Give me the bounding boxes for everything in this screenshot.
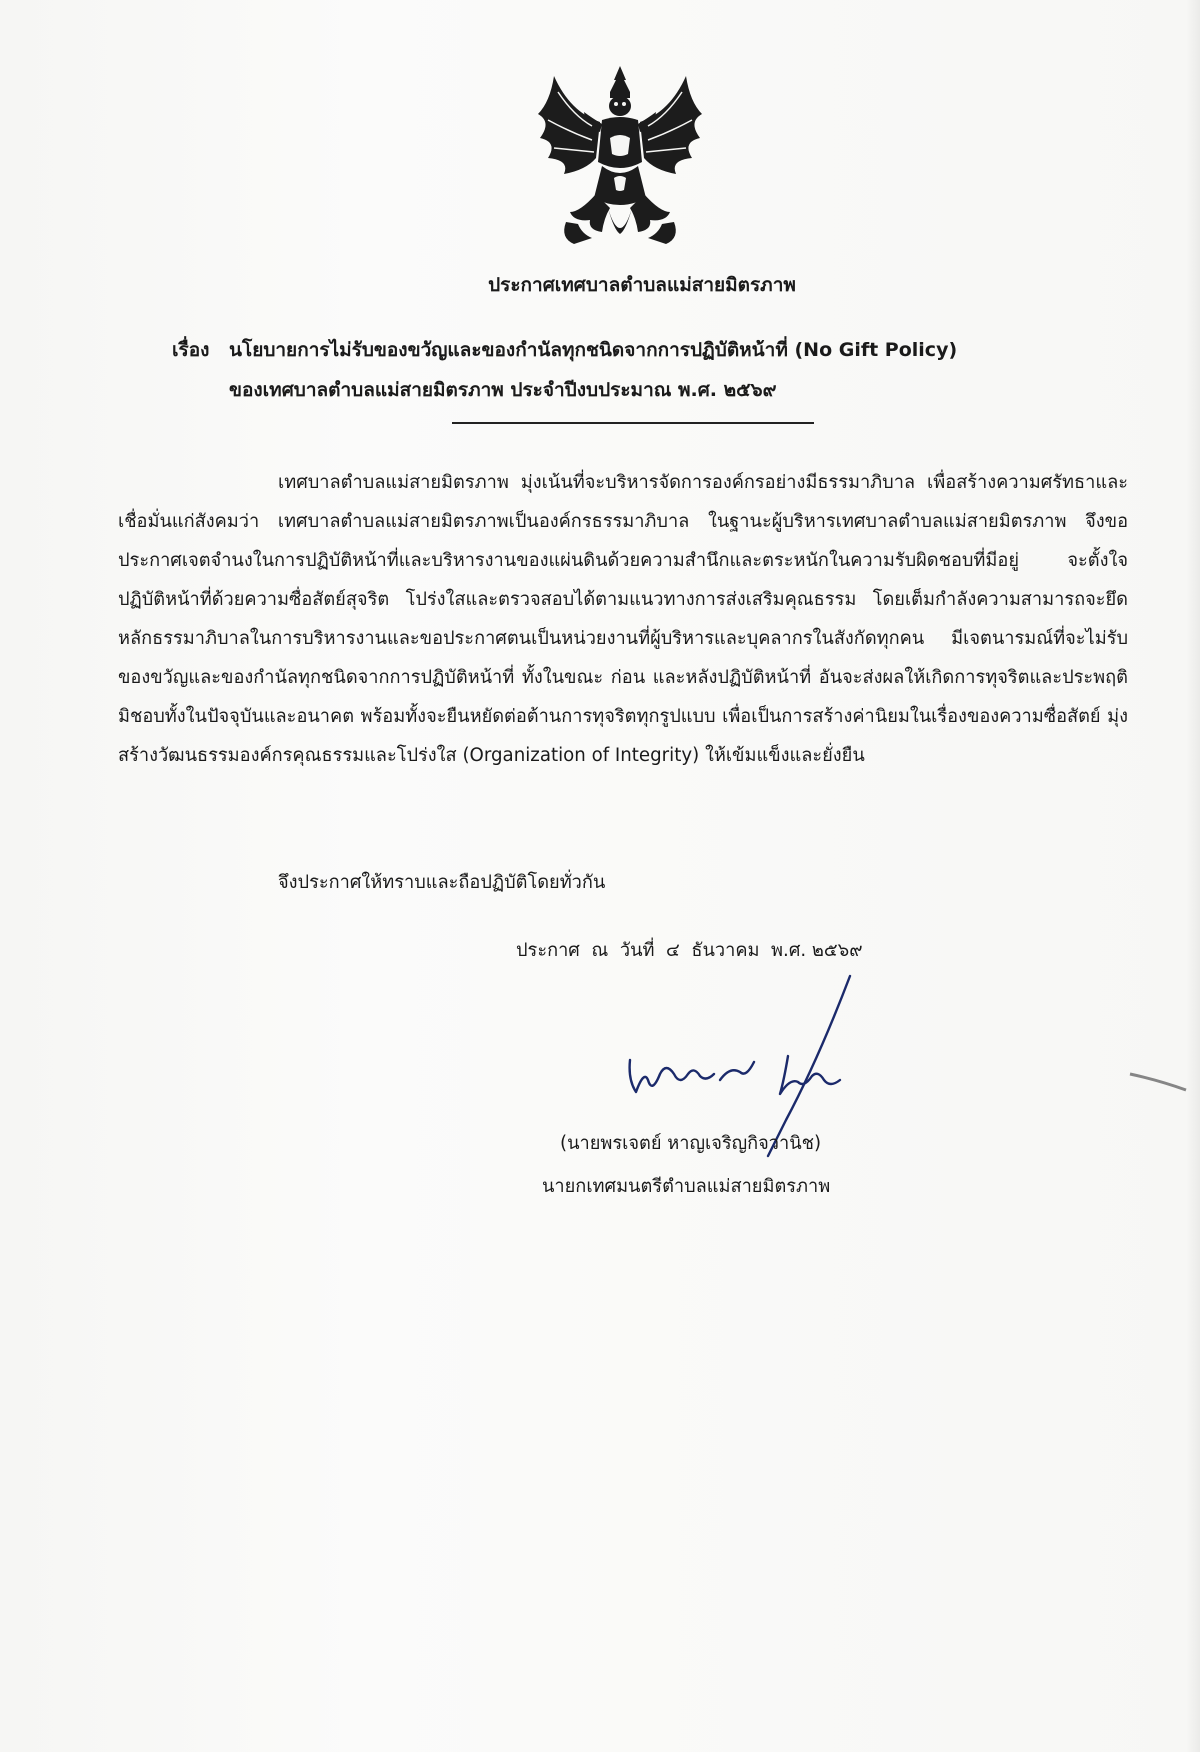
page-edge-shadow — [1186, 0, 1200, 1752]
subject-line-2: ของเทศบาลตำบลแม่สายมิตรภาพ ประจำปีงบประมาณ พ.ศ. ๒๕๖๙ — [229, 379, 777, 401]
subject-prefix: เรื่อง — [172, 339, 210, 361]
closing-line: จึงประกาศให้ทราบและถือปฏิบัติโดยทั่วกัน — [278, 872, 606, 893]
signer-title: นายกเทศมนตรีตำบลแม่สายมิตรภาพ — [542, 1176, 831, 1197]
subject-block — [172, 330, 1092, 410]
announcement-title: ประกาศเทศบาลตำบลแม่สายมิตรภาพ — [488, 274, 796, 296]
stray-ink-mark — [1128, 1070, 1188, 1092]
title-divider — [452, 422, 814, 424]
date-line: ประกาศ ณ วันที่ ๔ ธันวาคม พ.ศ. ๒๕๖๙ — [516, 940, 863, 961]
signer-name: (นายพรเจตย์ หาญเจริญกิจวานิช) — [560, 1133, 822, 1154]
body-paragraph: เทศบาลตำบลแม่สายมิตรภาพ มุ่งเน้นที่จะบริหารจัดการองค์กรอย่างมีธรรมาภิบาล เพื่อสร้างความศรัทธาและเชื่อมั่นแก่สังคมว่า เทศบาลตำบลแม่สายมิตรภาพเป็นองค์กรธรรมาภิบาล ในฐานะผู้บริหารเทศบาลตำบลแม่สายมิตรภาพ จึงขอประกาศเจตจำนงในการปฏิบัติหน้าที่และบริหารงานของแผ่นดินด้วยความสำนึกและตระหนักในความรับผิดชอบที่มีอยู่ จะตั้งใจปฏิบัติหน้าที่ด้วยความซื่อสัตย์สุจริต โปร่งใสและตรวจสอบได้ตามแนวทางการส่งเสริมคุณธรรม โดยเต็มกำลังความสามารถจะยึดหลักธรรมาภิบาลในการบริหารงานและขอประกาศตนเป็นหน่วยงานที่ผู้บริหารและบุคลากรในสังกัดทุกคน มีเจตนารมณ์ที่จะไม่รับของขวัญและของกำนัลทุกชนิดจากการปฏิบัติหน้าที่ ทั้งในขณะ ก่อน และหลังปฏิบัติหน้าที่ อันจะส่งผลให้เกิดการทุจริตและประพฤติมิชอบทั้งในปัจจุบันและอนาคต พร้อมทั้งจะยืนหยัดต่อต้านการทุจริตทุกรูปแบบ เพื่อเป็นการสร้างค่านิยมในเรื่องของความซื่อสัตย์ มุ่งสร้างวัฒนธรรมองค์กรคุณธรรมและโปร่งใส (Organization of Integrity) ให้เข้มแข็งและยั่งยืน — [118, 472, 1128, 766]
garuda-emblem-icon — [530, 62, 710, 252]
body-text — [118, 463, 1128, 775]
subject-line-1 — [172, 330, 1092, 370]
subject-text-1: นโยบายการไม่รับของขวัญและของกำนัลทุกชนิดจากการปฏิบัติหน้าที่ (No Gift Policy) — [229, 339, 958, 361]
